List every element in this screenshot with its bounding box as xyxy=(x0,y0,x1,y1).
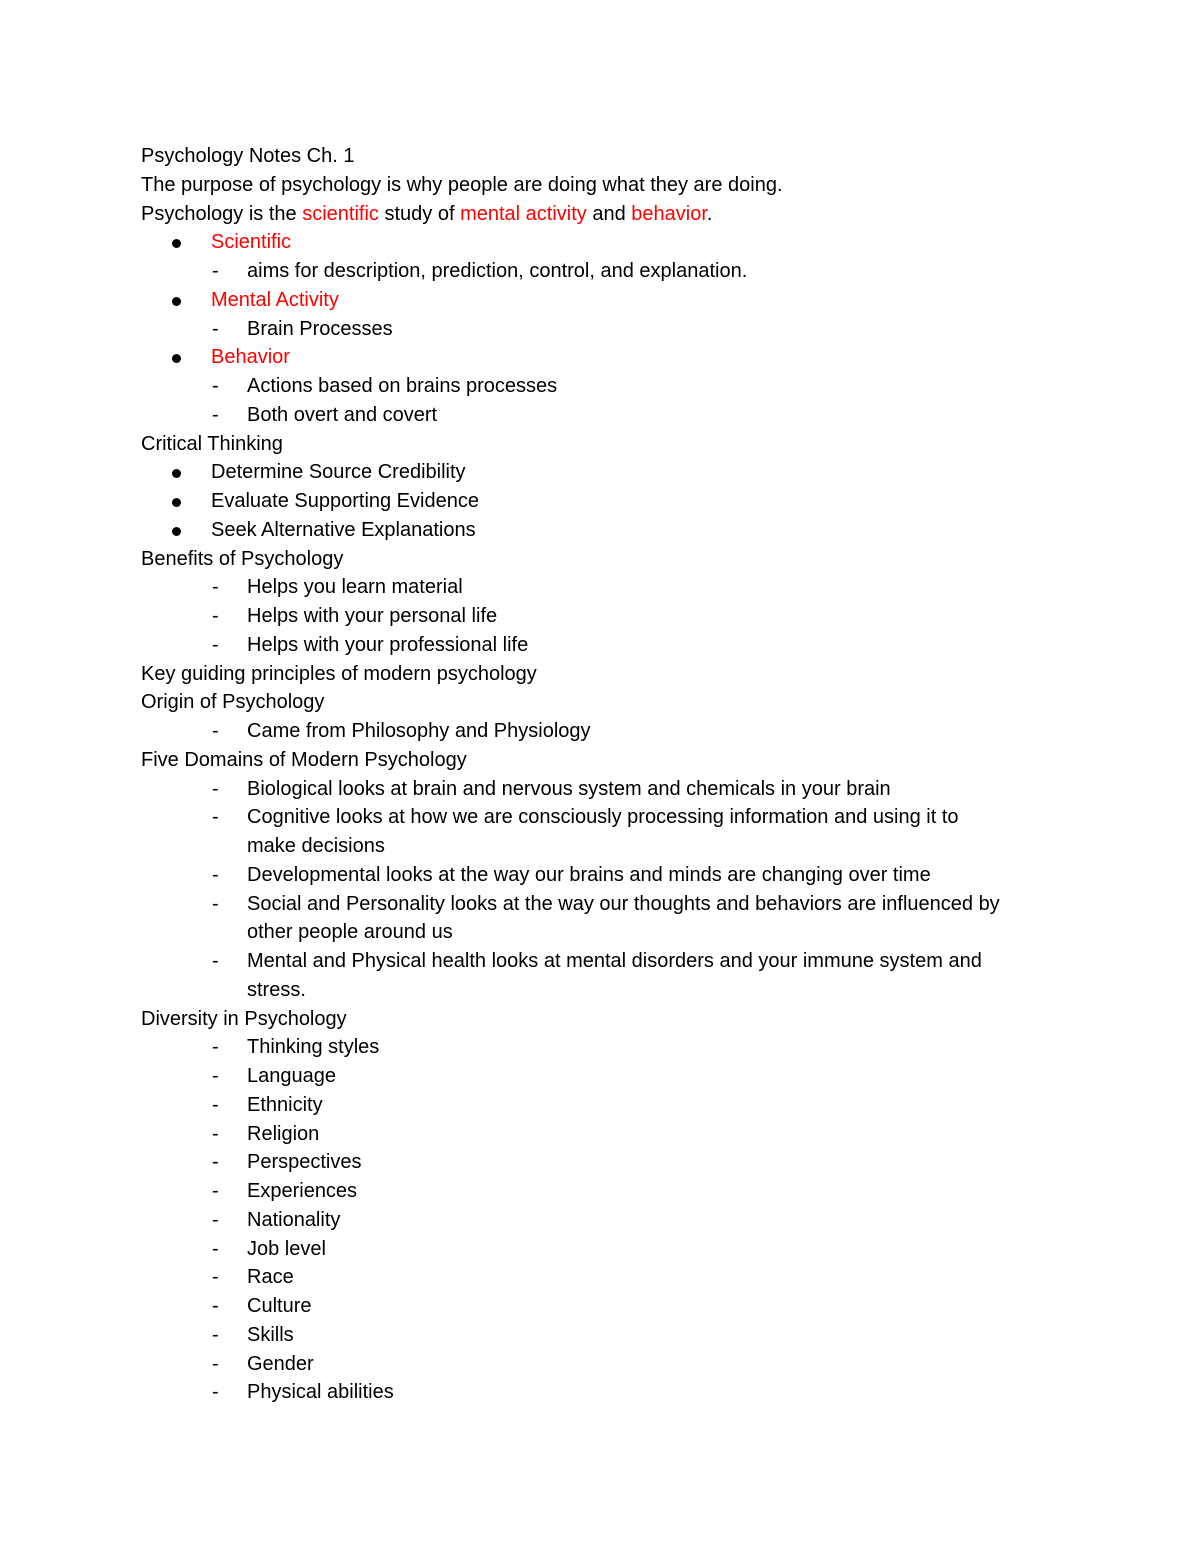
dash-text: Helps with your professional life xyxy=(247,633,529,656)
dash-item xyxy=(141,1206,1071,1235)
definition-middle-1: study of xyxy=(378,202,461,225)
dash-text: Mental and Physical health looks at mental disorders and your immune system and xyxy=(247,950,982,972)
dash-text: Nationality xyxy=(247,1208,341,1231)
dash-text: Race xyxy=(247,1266,294,1289)
dash-item xyxy=(141,1378,1071,1407)
bullet-label: Behavior xyxy=(211,346,290,369)
term-scientific: scientific xyxy=(302,202,379,225)
bullet-item xyxy=(141,516,1071,545)
term-mental-activity: mental activity xyxy=(460,202,587,225)
dash-text: Brain Processes xyxy=(247,317,393,340)
dash-text-continued: other people around us xyxy=(247,921,453,944)
dash-text: Perspectives xyxy=(247,1151,362,1174)
section-heading: Diversity in Psychology xyxy=(141,1007,347,1030)
dash-item xyxy=(141,890,1071,948)
dash-text: Cognitive looks at how we are consciously processing information and using it to xyxy=(247,806,959,829)
dash-item xyxy=(141,573,1071,602)
dash-item xyxy=(141,775,1071,804)
dash-icon: - xyxy=(212,892,219,915)
bullet-label: Seek Alternative Explanations xyxy=(211,518,476,541)
section-heading: Five Domains of Modern Psychology xyxy=(141,748,467,771)
dash-item xyxy=(141,1292,1071,1321)
dash-text: Biological looks at brain and nervous system and chemicals in your brain xyxy=(247,777,891,800)
dash-icon: - xyxy=(212,1295,219,1317)
section-heading: Key guiding principles of modern psychology xyxy=(141,662,537,685)
dash-text: Developmental looks at the way our brains and minds are changing over time xyxy=(247,863,931,886)
dash-icon: - xyxy=(212,1065,219,1087)
dash-icon: - xyxy=(212,950,219,972)
section-heading: Origin of Psychology xyxy=(141,691,325,714)
dash-item xyxy=(141,861,1071,890)
dash-item xyxy=(141,803,1071,861)
bullet-item xyxy=(141,286,1071,315)
dash-icon: - xyxy=(212,260,219,282)
section-heading: Critical Thinking xyxy=(141,432,283,455)
dash-text: Job level xyxy=(247,1237,326,1260)
dash-item xyxy=(141,602,1071,631)
dash-icon: - xyxy=(212,806,219,829)
dash-icon: - xyxy=(212,375,219,397)
dash-icon: - xyxy=(212,1381,219,1404)
bullet-label: Determine Source Credibility xyxy=(211,461,466,484)
dash-text: Thinking styles xyxy=(247,1036,380,1059)
bullet-label: Mental Activity xyxy=(211,288,339,311)
dash-text: Language xyxy=(247,1065,336,1087)
bullet-icon xyxy=(172,498,181,507)
dash-text: Skills xyxy=(247,1323,294,1346)
dash-icon: - xyxy=(212,605,219,627)
dash-item xyxy=(141,257,1071,286)
dash-icon: - xyxy=(212,1352,219,1375)
dash-icon: - xyxy=(212,1323,219,1346)
dash-icon: - xyxy=(212,1180,219,1202)
bullet-icon xyxy=(172,469,181,478)
dash-text: Physical abilities xyxy=(247,1381,394,1404)
dash-icon: - xyxy=(212,1237,219,1260)
definition-prefix: Psychology is the xyxy=(141,202,303,225)
dash-icon: - xyxy=(212,1122,219,1145)
dash-text: Came from Philosophy and Physiology xyxy=(247,720,591,742)
definition-statement xyxy=(141,200,1071,229)
dash-icon: - xyxy=(212,1036,219,1059)
bullet-icon xyxy=(172,297,181,306)
bullet-icon xyxy=(172,527,181,536)
page-title: Psychology Notes Ch. 1 xyxy=(141,145,355,167)
dash-icon: - xyxy=(212,1266,219,1289)
dash-text: Religion xyxy=(247,1122,320,1145)
definition-middle-2: and xyxy=(586,202,632,225)
dash-item xyxy=(141,1321,1071,1350)
dash-item xyxy=(141,1148,1071,1177)
dash-text: Gender xyxy=(247,1352,314,1375)
bullet-icon xyxy=(172,354,181,363)
dash-item xyxy=(141,1033,1071,1062)
bullet-item xyxy=(141,343,1071,372)
section-heading: Benefits of Psychology xyxy=(141,547,344,570)
dash-text: Ethnicity xyxy=(247,1093,323,1116)
purpose-statement: The purpose of psychology is why people are doing what they are doing. xyxy=(141,173,783,196)
dash-icon: - xyxy=(212,633,219,656)
dash-text: Both overt and covert xyxy=(247,403,438,426)
dash-item xyxy=(141,372,1071,401)
dash-icon: - xyxy=(212,576,219,599)
dash-icon: - xyxy=(212,1151,219,1174)
dash-text: Culture xyxy=(247,1295,312,1317)
dash-item xyxy=(141,1263,1071,1292)
dash-item xyxy=(141,947,1071,1005)
dash-item xyxy=(141,401,1071,430)
dash-text: Experiences xyxy=(247,1180,358,1202)
dash-text-continued: stress. xyxy=(247,978,306,1001)
dash-item xyxy=(141,1120,1071,1149)
dash-text: Helps you learn material xyxy=(247,576,463,599)
dash-icon: - xyxy=(212,317,219,340)
dash-item xyxy=(141,1235,1071,1264)
dash-text: Helps with your personal life xyxy=(247,605,498,627)
dash-item xyxy=(141,1350,1071,1379)
dash-item xyxy=(141,315,1071,344)
bullet-item xyxy=(141,228,1071,257)
definition-suffix: . xyxy=(706,202,713,225)
dash-item xyxy=(141,631,1071,660)
bullet-item xyxy=(141,458,1071,487)
dash-item xyxy=(141,1062,1071,1091)
notes-content xyxy=(141,142,1071,1407)
dash-icon: - xyxy=(212,777,219,800)
dash-text-continued: make decisions xyxy=(247,835,385,857)
bullet-item xyxy=(141,487,1071,516)
dash-item xyxy=(141,1091,1071,1120)
dash-icon: - xyxy=(212,1208,219,1231)
dash-item xyxy=(141,717,1071,746)
bullet-icon xyxy=(172,239,181,248)
dash-text: aims for description, prediction, control, and explanation. xyxy=(247,260,748,282)
bullet-label: Evaluate Supporting Evidence xyxy=(211,490,479,512)
dash-text: Social and Personality looks at the way our thoughts and behaviors are influenced by xyxy=(247,892,1000,915)
dash-icon: - xyxy=(212,1093,219,1116)
bullet-label: Scientific xyxy=(211,231,292,254)
dash-icon: - xyxy=(212,403,219,426)
dash-item xyxy=(141,1177,1071,1206)
term-behavior: behavior xyxy=(631,202,707,225)
dash-icon: - xyxy=(212,863,219,886)
dash-text: Actions based on brains processes xyxy=(247,375,558,397)
dash-icon: - xyxy=(212,720,219,742)
